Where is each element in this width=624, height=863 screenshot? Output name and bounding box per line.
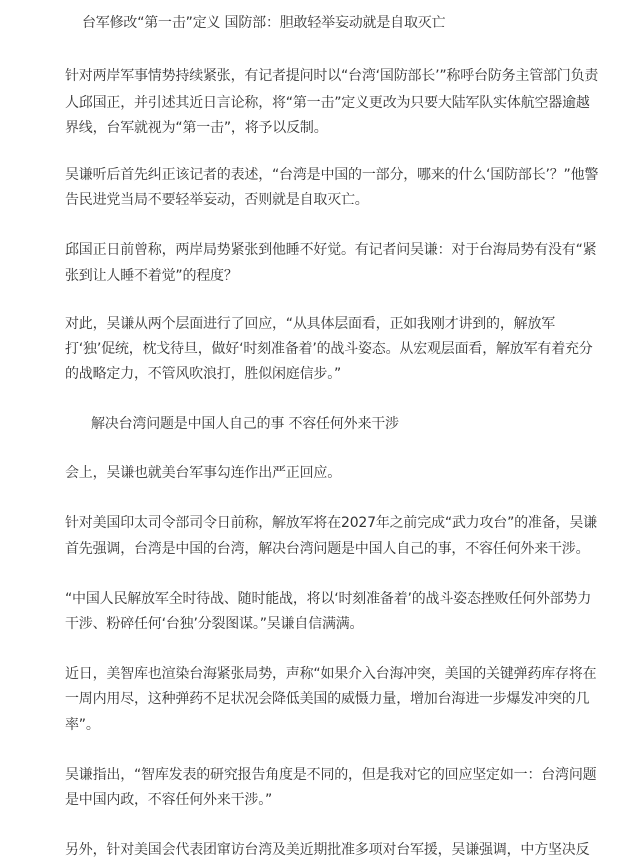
paragraph-line: 是中国内政，不容任何外来干涉。” (65, 792, 273, 808)
paragraph-line: 另外，针对美国会代表团窜访台湾及美近期批准多项对台军援，吴谦强调，中方坚决反 (65, 842, 590, 858)
paragraph-line: 会上，吴谦也就美台军事勾连作出严正回应。 (65, 465, 341, 481)
paragraph-line: 界线，台军就视为“第一击”，将予以反制。 (65, 120, 328, 136)
paragraph-line: 人邱国正，并引述其近日言论称，将“第一击”定义更改为只要大陆军队实体航空器逾越 (65, 95, 590, 111)
paragraph-line: 首先强调，台湾是中国的台湾，解决台湾问题是中国人自己的事，不容任何外来干涉。 (65, 541, 590, 557)
paragraph-line: 张到让人睡不着觉”的程度？ (65, 268, 238, 284)
paragraph-line: 干涉、粉碎任何‘台独’分裂图谋。”吴谦自信满满。 (65, 616, 364, 632)
paragraph-line: 吴谦指出，“智库发表的研究报告角度是不同的，但是我对它的回应坚定如一：台湾问题 (65, 767, 597, 783)
paragraph-line: 率”。 (65, 717, 100, 733)
paragraph-line: 针对两岸军事情势持续紧张，有记者提问时以“台湾‘国防部长’”称呼台防务主管部门负责 (65, 68, 599, 84)
paragraph-line: 告民进党当局不要轻举妄动，否则就是自取灭亡。 (65, 192, 369, 208)
paragraph-line: “中国人民解放军全时待战、随时能战，将以‘时刻准备着’的战斗姿态挫败任何外部势力 (65, 591, 592, 607)
section-heading: 解决台湾问题是中国人自己的事 不容任何外来干涉 (91, 416, 399, 432)
paragraph-line: 一周内用尽，这种弹药不足状况会降低美国的威慑力量，增加台海进一步爆发冲突的几 (65, 691, 590, 707)
paragraph-line: 的战略定力，不管风吹浪打，胜似闲庭信步。” (65, 366, 342, 382)
paragraph-line: 近日，美智库也渲染台海紧张局势，声称“如果介入台海冲突，美国的关键弹药库存将在 (65, 666, 597, 682)
paragraph-line: 对此，吴谦从两个层面进行了回应，“从具体层面看，正如我刚才讲到的，解放军 (65, 316, 556, 332)
paragraph-line: 打‘独’促统，枕戈待旦，做好‘时刻准备着’的战斗姿态。从宏观层面看，解放军有着充分 (65, 341, 593, 357)
section-heading: 台军修改“第一击”定义 国防部：胆敢轻举妄动就是自取灭亡 (82, 15, 446, 31)
paragraph-line: 邱国正日前曾称，两岸局势紧张到他睡不好觉。有记者问吴谦：对于台海局势有没有“紧 (65, 242, 597, 258)
paragraph-line: 吴谦听后首先纠正该记者的表述，“台湾是中国的一部分，哪来的什么‘国防部长’？”他警 (65, 167, 599, 183)
paragraph-line: 针对美国印太司令部司令日前称，解放军将在2027年之前完成“武力攻台”的准备，吴谦 (65, 515, 597, 531)
